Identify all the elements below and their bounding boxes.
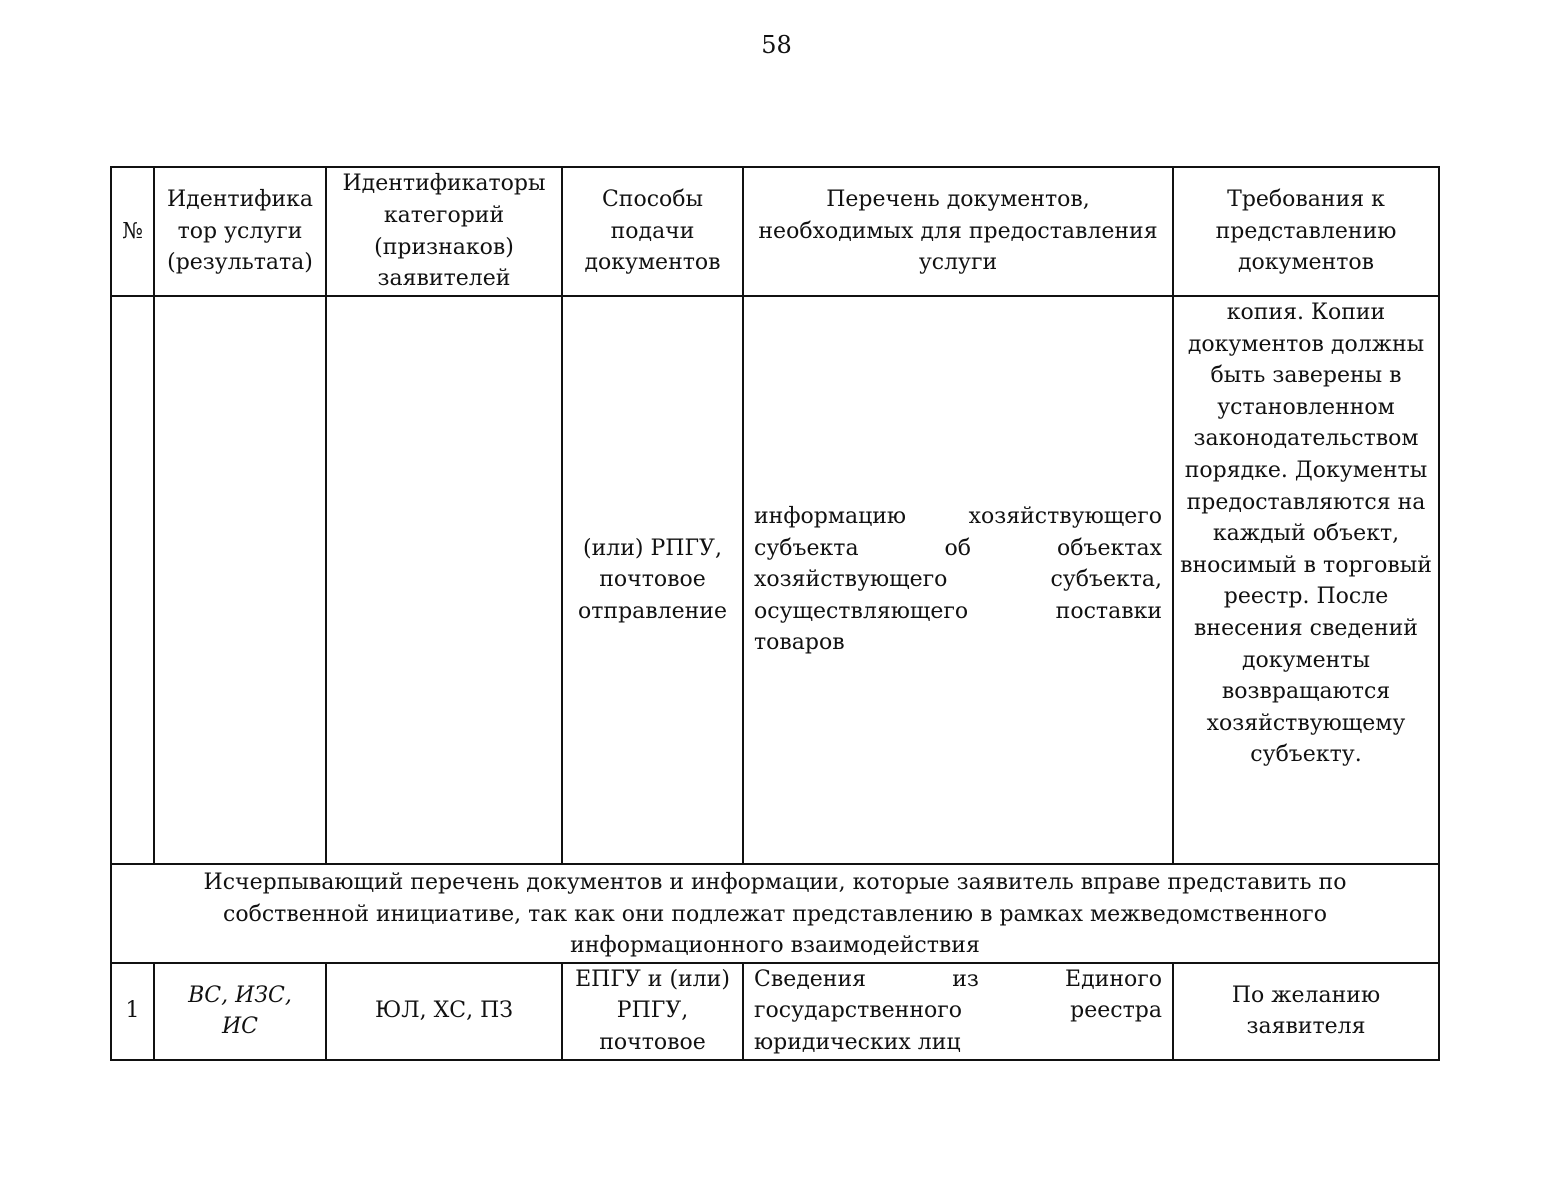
documents-line: осуществляющего поставки	[754, 598, 1162, 624]
table-row	[111, 296, 1439, 864]
documents-line: юридических лиц	[754, 1029, 961, 1055]
table-header-row	[111, 167, 1439, 296]
cell-num: 1	[111, 963, 154, 1060]
cell-service-id: ВС, ИЗС, ИС	[154, 963, 326, 1060]
cell-service-id	[154, 296, 326, 864]
cell-requirements: копия. Копии документов должны быть заверены в установленном законодательством порядке. Документы предоставляются на каждый объект, вносимый в торговый реестр. После внесения сведений документы возвращаются хозяйствующему субъекту.	[1173, 296, 1439, 864]
cell-category-ids: ЮЛ, ХС, ПЗ	[326, 963, 562, 1060]
documents-line: Сведения из Единого	[754, 966, 1162, 992]
cell-methods: ЕПГУ и (или) РПГУ, почтовое	[562, 963, 743, 1060]
documents-line: хозяйствующего субъекта,	[754, 567, 1162, 593]
documents-line: субъекта об объектах	[754, 535, 1162, 561]
section-heading: Исчерпывающий перечень документов и информации, которые заявитель вправе представить по собственной инициативе, так как они подлежат представлению в рамках межведомственного информационного взаимодействия	[111, 864, 1439, 963]
header-service-id: Идентифика тор услуги (результата)	[154, 167, 326, 296]
documents-line: информацию хозяйствующего	[754, 504, 1162, 530]
cell-category-ids	[326, 296, 562, 864]
documents-table	[110, 166, 1440, 1061]
header-requirements: Требования к представлению документов	[1173, 167, 1439, 296]
cell-documents	[743, 296, 1173, 864]
table-row	[111, 963, 1439, 1060]
header-category-ids: Идентификаторы категорий (признаков) заявителей	[326, 167, 562, 296]
page-number: 58	[761, 31, 792, 59]
documents-line: товаров	[754, 630, 845, 656]
cell-methods: (или) РПГУ, почтовое отправление	[562, 296, 743, 864]
cell-num	[111, 296, 154, 864]
documents-line: государственного реестра	[754, 998, 1162, 1024]
cell-documents	[743, 963, 1173, 1060]
header-methods: Способы подачи документов	[562, 167, 743, 296]
header-documents: Перечень документов, необходимых для предоставления услуги	[743, 167, 1173, 296]
cell-requirements: По желанию заявителя	[1173, 963, 1439, 1060]
section-heading-row	[111, 864, 1439, 963]
header-num: №	[111, 167, 154, 296]
